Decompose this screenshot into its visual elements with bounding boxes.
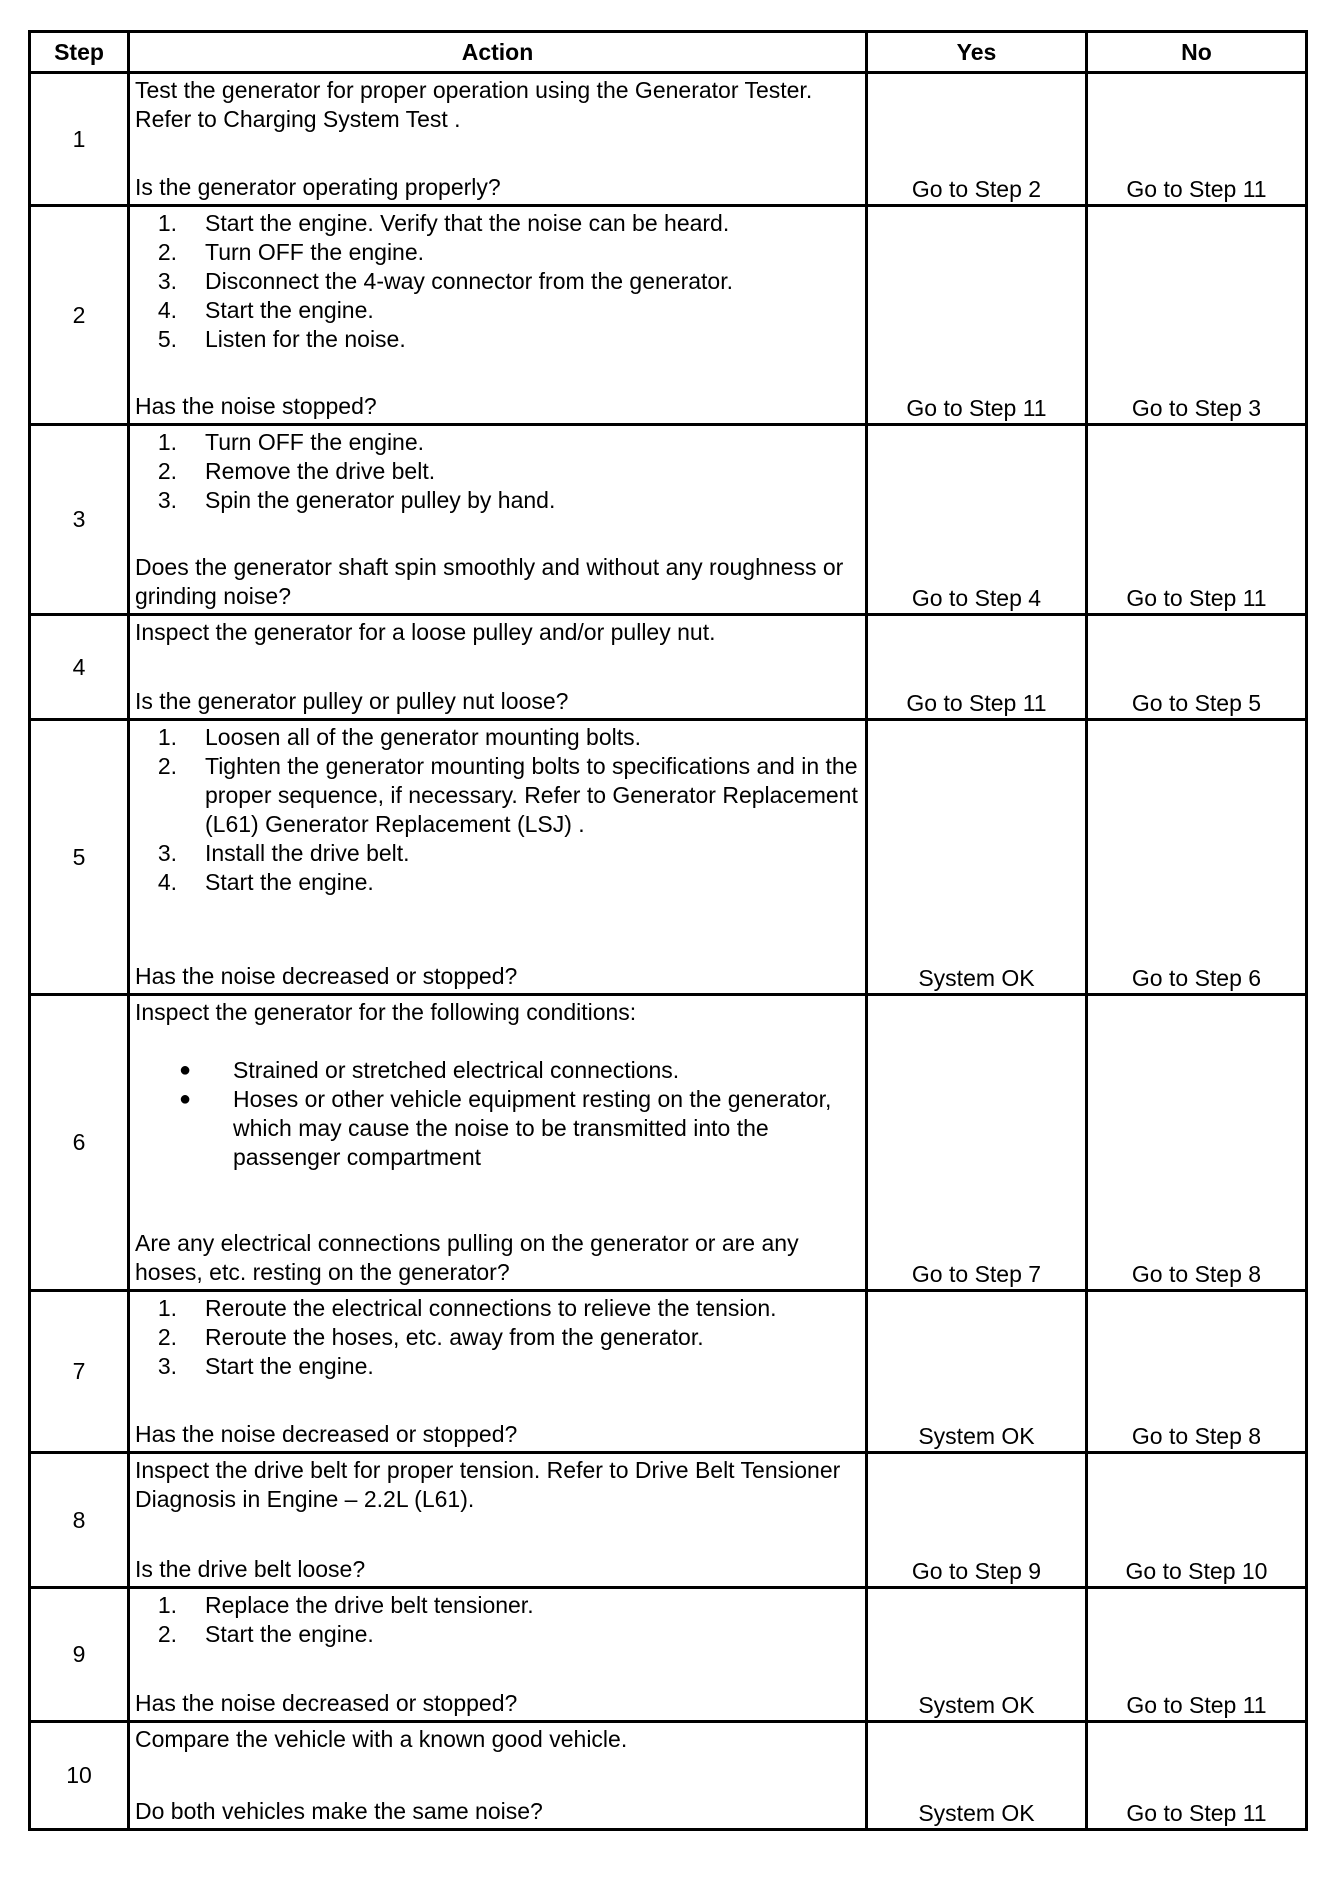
procedure-number: 3. [157, 487, 177, 513]
procedure-item [135, 723, 859, 752]
action-content [130, 74, 865, 204]
no-result: Go to Step 11 [1087, 1588, 1307, 1722]
procedure-item [135, 238, 859, 267]
table-row [30, 1453, 1307, 1588]
procedure-text: Turn OFF the engine. [205, 429, 425, 455]
procedure-number: 3. [157, 1353, 177, 1379]
procedure-text: Replace the drive belt tensioner. [205, 1592, 534, 1618]
bullet-icon: ● [179, 1088, 192, 1110]
no-result: Go to Step 8 [1087, 995, 1307, 1291]
instruction-text: Inspect the generator for a loose pulley and/or pulley nut. [135, 619, 716, 645]
question-text: Is the generator operating properly? [135, 174, 501, 200]
procedure-number: 1. [157, 210, 177, 236]
question-text: Is the drive belt loose? [135, 1556, 366, 1582]
table-row [30, 1722, 1307, 1830]
procedure-item [135, 839, 859, 868]
no-result: Go to Step 6 [1087, 720, 1307, 995]
procedure-number: 2. [157, 239, 177, 265]
question-text: Are any electrical connections pulling on the generator or are any hoses, etc. resting on the generator? [135, 1230, 799, 1285]
action-cell [129, 73, 867, 206]
procedure-number: 1. [157, 1295, 177, 1321]
header-row [30, 32, 1307, 73]
action-instructions [135, 998, 859, 1172]
procedure-text: Turn OFF the engine. [205, 239, 425, 265]
condition-item [135, 1085, 859, 1172]
action-cell [129, 615, 867, 720]
action-instructions [135, 76, 859, 134]
procedure-text: Listen for the noise. [205, 326, 406, 352]
question-text: Do both vehicles make the same noise? [135, 1798, 543, 1824]
procedure-text: Loosen all of the generator mounting bolts. [205, 724, 642, 750]
action-instructions [135, 1591, 859, 1649]
procedure-text: Start the engine. [205, 869, 374, 895]
condition-text: Hoses or other vehicle equipment resting on the generator, which may cause the noise to be transmitted into the passenger compartment [233, 1086, 832, 1170]
header-action: Action [129, 32, 867, 73]
yes-result: Go to Step 11 [867, 206, 1087, 425]
yes-result: System OK [867, 1588, 1087, 1722]
step-number: 1 [30, 73, 129, 206]
bullet-icon: ● [179, 1059, 192, 1081]
question-text: Has the noise stopped? [135, 393, 377, 419]
spacer [135, 1027, 859, 1056]
step-number: 2 [30, 206, 129, 425]
procedure-number: 3. [157, 840, 177, 866]
yes-result: System OK [867, 1722, 1087, 1830]
procedure-item [135, 209, 859, 238]
yes-result: Go to Step 4 [867, 425, 1087, 615]
condition-list [135, 1056, 859, 1172]
yes-result: Go to Step 11 [867, 615, 1087, 720]
procedure-item [135, 752, 859, 839]
instruction-text: Inspect the drive belt for proper tension. Refer to Drive Belt Tensioner Diagnosis in Engine – 2.2L (L61). [135, 1457, 841, 1512]
step-number: 3 [30, 425, 129, 615]
header-step: Step [30, 32, 129, 73]
action-cell [129, 995, 867, 1291]
instruction-text: Test the generator for proper operation using the Generator Tester. Refer to Charging System Test . [135, 77, 813, 132]
procedure-text: Tighten the generator mounting bolts to specifications and in the proper sequence, if necessary. Refer to Generator Replacement (L61) Generator Replacement (LSJ) . [205, 753, 858, 837]
procedure-item [135, 1294, 859, 1323]
question-text: Has the noise decreased or stopped? [135, 963, 518, 989]
procedure-number: 2. [157, 458, 177, 484]
condition-item [135, 1056, 859, 1085]
header-yes: Yes [867, 32, 1087, 73]
step-number: 4 [30, 615, 129, 720]
procedure-text: Start the engine. [205, 1353, 374, 1379]
procedure-list [135, 428, 859, 515]
procedure-item [135, 868, 859, 897]
action-cell [129, 1453, 867, 1588]
action-cell [129, 720, 867, 995]
procedure-text: Start the engine. [205, 297, 374, 323]
step-number: 6 [30, 995, 129, 1291]
procedure-item [135, 296, 859, 325]
action-instructions [135, 1456, 859, 1514]
procedure-number: 5. [157, 326, 177, 352]
procedure-number: 1. [157, 429, 177, 455]
procedure-text: Start the engine. [205, 1621, 374, 1647]
action-instructions [135, 209, 859, 354]
action-content [130, 207, 865, 423]
question-text: Is the generator pulley or pulley nut loose? [135, 688, 569, 714]
procedure-text: Install the drive belt. [205, 840, 410, 866]
no-result: Go to Step 8 [1087, 1291, 1307, 1453]
action-content [130, 1589, 865, 1720]
procedure-item [135, 457, 859, 486]
procedure-text: Remove the drive belt. [205, 458, 436, 484]
action-cell [129, 1722, 867, 1830]
procedure-list [135, 1591, 859, 1649]
procedure-item [135, 267, 859, 296]
question-text: Has the noise decreased or stopped? [135, 1690, 518, 1716]
yes-result: Go to Step 9 [867, 1453, 1087, 1588]
procedure-item [135, 325, 859, 354]
step-number: 9 [30, 1588, 129, 1722]
step-number: 8 [30, 1453, 129, 1588]
instruction-text: Compare the vehicle with a known good vehicle. [135, 1726, 628, 1752]
procedure-text: Start the engine. Verify that the noise can be heard. [205, 210, 730, 236]
action-content [130, 1292, 865, 1451]
yes-result: System OK [867, 1291, 1087, 1453]
table-row [30, 720, 1307, 995]
procedure-item [135, 486, 859, 515]
procedure-number: 2. [157, 1324, 177, 1350]
yes-result: Go to Step 2 [867, 73, 1087, 206]
action-content [130, 426, 865, 613]
table-row [30, 206, 1307, 425]
no-result: Go to Step 11 [1087, 1722, 1307, 1830]
procedure-text: Disconnect the 4-way connector from the generator. [205, 268, 734, 294]
action-cell [129, 425, 867, 615]
procedure-text: Reroute the hoses, etc. away from the generator. [205, 1324, 704, 1350]
procedure-text: Reroute the electrical connections to relieve the tension. [205, 1295, 777, 1321]
action-content [130, 996, 865, 1289]
procedure-number: 3. [157, 268, 177, 294]
procedure-item [135, 1591, 859, 1620]
procedure-text: Spin the generator pulley by hand. [205, 487, 556, 513]
procedure-item [135, 1352, 859, 1381]
procedure-list [135, 723, 859, 897]
procedure-number: 4. [157, 297, 177, 323]
header-no: No [1087, 32, 1307, 73]
diagnostic-table [28, 30, 1308, 1831]
procedure-item [135, 1620, 859, 1649]
action-content [130, 721, 865, 993]
procedure-list [135, 1294, 859, 1381]
no-result: Go to Step 5 [1087, 615, 1307, 720]
no-result: Go to Step 3 [1087, 206, 1307, 425]
action-instructions [135, 723, 859, 897]
procedure-item [135, 428, 859, 457]
action-cell [129, 206, 867, 425]
condition-text: Strained or stretched electrical connections. [233, 1057, 680, 1083]
table-row [30, 425, 1307, 615]
procedure-number: 2. [157, 753, 177, 779]
procedure-item [135, 1323, 859, 1352]
procedure-number: 1. [157, 724, 177, 750]
procedure-list [135, 209, 859, 354]
action-instructions [135, 618, 859, 647]
instruction-text: Inspect the generator for the following conditions: [135, 999, 637, 1025]
table-row [30, 1291, 1307, 1453]
action-instructions [135, 1294, 859, 1381]
action-instructions [135, 428, 859, 515]
table-row [30, 615, 1307, 720]
question-text: Does the generator shaft spin smoothly and without any roughness or grinding noise? [135, 554, 844, 609]
procedure-number: 1. [157, 1592, 177, 1618]
table-row [30, 1588, 1307, 1722]
no-result: Go to Step 10 [1087, 1453, 1307, 1588]
action-cell [129, 1291, 867, 1453]
yes-result: System OK [867, 720, 1087, 995]
step-number: 5 [30, 720, 129, 995]
no-result: Go to Step 11 [1087, 73, 1307, 206]
step-number: 7 [30, 1291, 129, 1453]
action-instructions [135, 1725, 859, 1754]
action-cell [129, 1588, 867, 1722]
procedure-number: 2. [157, 1621, 177, 1647]
question-text: Has the noise decreased or stopped? [135, 1421, 518, 1447]
action-content [130, 616, 865, 718]
step-number: 10 [30, 1722, 129, 1830]
table-row [30, 995, 1307, 1291]
table-row [30, 73, 1307, 206]
yes-result: Go to Step 7 [867, 995, 1087, 1291]
action-content [130, 1454, 865, 1586]
procedure-number: 4. [157, 869, 177, 895]
action-content [130, 1723, 865, 1828]
no-result: Go to Step 11 [1087, 425, 1307, 615]
